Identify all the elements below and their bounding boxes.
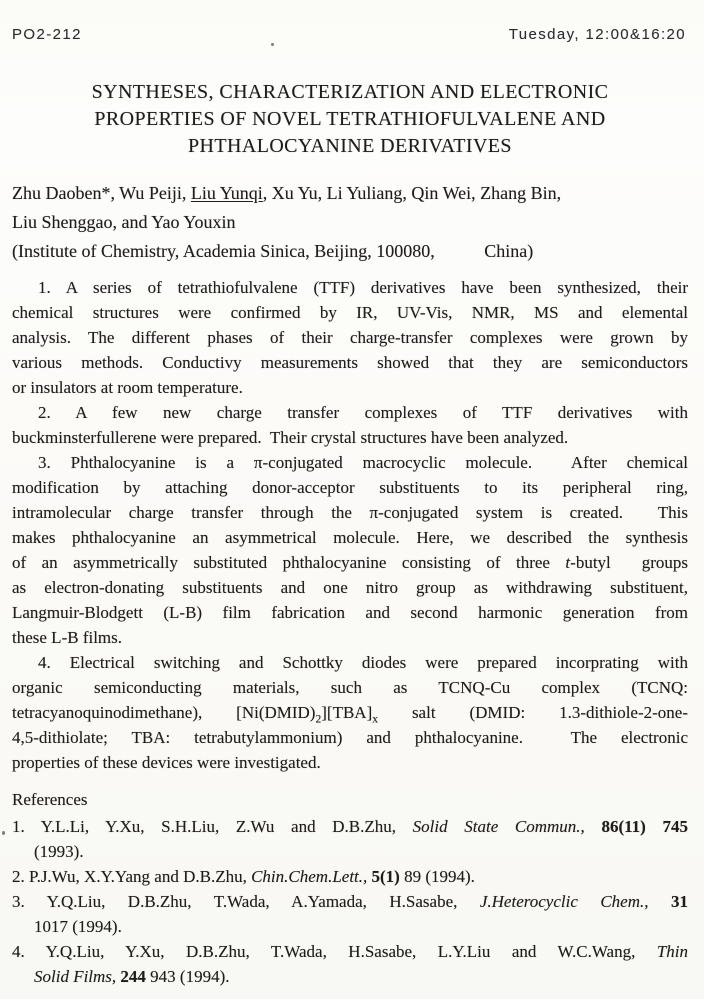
reference-item-1: 1. Y.L.Li, Y.Xu, S.H.Liu, Z.Wu and D.B.Zhu, Solid State Commun., 86(11) 745 (1993). <box>12 817 688 861</box>
abstract-body <box>12 275 688 775</box>
page-header <box>12 26 688 43</box>
reference-item-3: 3. Y.Q.Liu, D.B.Zhu, T.Wada, A.Yamada, H.Sasabe, J.Heterocyclic Chem., 31 1017 (1994). <box>12 892 689 936</box>
abstract-paragraph-2: 2. A few new charge transfer complexes of TTF derivatives with buckminsterfullerene were prepared. Their crystal structures have been analyzed. <box>12 403 688 447</box>
abstract-paragraph-1: 1. A series of tetrathiofulvalene (TTF) derivatives have been synthesized, their chemical structures were confirmed by IR, UV-Vis, NMR, MS and elemental analysis. The different phases of their charge-transfer complexes were grown by various methods. Conductivy measurements showed that they are semiconductors or insulators at room temperature. <box>12 278 688 397</box>
references-section <box>12 787 688 989</box>
paper-title: SYNTHESES, CHARACTERIZATION AND ELECTRONIC PROPERTIES OF NOVEL TETRATHIOFULVALENE AND PHTHALOCYANINE DERIVATIVES <box>91 81 609 157</box>
reference-item-4: 4. Y.Q.Liu, Y.Xu, D.B.Zhu, T.Wada, H.Sasabe, L.Y.Liu and W.C.Wang, Thin Solid Films, 244 943 (1994). <box>12 942 688 986</box>
reference-item-2: 2. P.J.Wu, X.Y.Yang and D.B.Zhu, Chin.Chem.Lett., 5(1) 89 (1994). <box>12 867 475 886</box>
session-code: PO2-212 <box>12 26 82 43</box>
session-schedule: Tuesday, 12:00&16:20 <box>508 26 686 43</box>
author-affiliation-block: Zhu Daoben*, Wu Peiji, Liu Yunqi, Xu Yu, Li Yuliang, Qin Wei, Zhang Bin, Liu Shenggao, and Yao Youxin (Institute of Chemistry, Academia Sinica, Beijing, 100080, China) <box>12 183 562 261</box>
abstract-paragraph-3: 3. Phthalocyanine is a π-conjugated macrocyclic molecule. After chemical modification by attaching donor-acceptor substituents to its peripheral ring, intramolecular charge transfer through the π-conjugated system is created. This makes phthalocyanine an asymmetrical molecule. Here, we described the synthesis of an asymmetrically substituted phthalocyanine consisting of three t-butyl groups as electron-donating substituents and one nitro group as withdrawing substituent, Langmuir-Blodgett (L-B) film fabrication and second harmonic generation from these L-B films. <box>12 453 688 647</box>
scan-speck <box>2 831 5 835</box>
abstract-paragraph-4: 4. Electrical switching and Schottky diodes were prepared incorprating with organic semiconducting materials, such as TCNQ-Cu complex (TCNQ: tetracyanoquinodimethane), $[Ni(DMID)_2][TBA]_x$ salt (DMID: 1.3-dithiole-2-one- 4,5-dithiolate; TBA: tetrabutylammonium) and phthalocyanine. The electronic properties of these devices were investigated. <box>12 653 688 772</box>
scan-speck <box>271 43 274 46</box>
references-heading: References <box>12 790 88 809</box>
